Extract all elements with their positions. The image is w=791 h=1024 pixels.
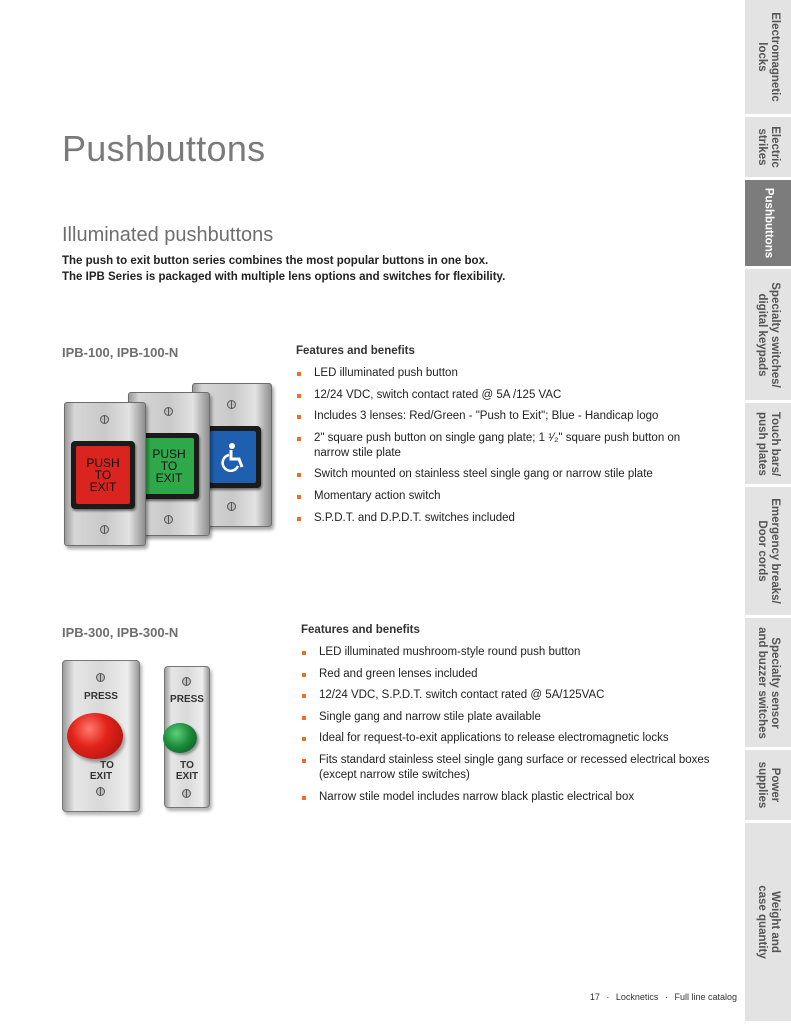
lens-green [144, 438, 194, 494]
plate-red [64, 402, 146, 546]
page-number: 17 [589, 992, 600, 1002]
feature-item: LED illuminated push button [296, 366, 716, 381]
screw-icon [96, 673, 105, 682]
intro-line: The IPB Series is packaged with multiple lens options and switches for flexibility. [62, 271, 506, 283]
screw-icon [100, 525, 109, 534]
footer [588, 992, 739, 1002]
handicap-icon [219, 442, 247, 472]
plate-single-gang [62, 660, 140, 812]
lens-red [76, 446, 130, 504]
features-heading: Features and benefits [301, 624, 420, 636]
button-blue [205, 426, 261, 488]
feature-item: Narrow stile model includes narrow black plastic electrical box [301, 790, 731, 805]
footer-catalog: Full line catalog [674, 992, 737, 1002]
feature-item: Includes 3 lenses: Red/Green - "Push to Exit"; Blue - Handicap logo [296, 409, 716, 424]
section-title: Illuminated pushbuttons [62, 224, 274, 246]
lens-text: EXIT [155, 471, 183, 485]
feature-item: Switch mounted on stainless steel single gang or narrow stile plate [296, 467, 716, 482]
section-tabs [745, 0, 791, 1024]
features-list [296, 366, 716, 532]
feature-item: 12/24 VDC, switch contact rated @ 5A /125 VAC [296, 388, 716, 403]
tab-specialty-sensor[interactable] [745, 618, 791, 750]
tab-label: Emergency breaks/ Door cords [756, 498, 781, 604]
plate-text: EXIT [89, 771, 113, 782]
footer-separator: · [664, 992, 668, 1002]
plate-text: TO [100, 760, 114, 771]
plate-text: PRESS [170, 694, 204, 705]
page-title: Pushbuttons [62, 128, 266, 169]
tab-electric-strikes[interactable] [745, 117, 791, 180]
mushroom-button-green [163, 723, 197, 753]
tab-pushbuttons[interactable] [745, 180, 791, 269]
lens-blue [210, 431, 256, 483]
lens-text: TO [94, 468, 112, 482]
screw-icon [182, 789, 191, 798]
tab-touch-bars[interactable] [745, 403, 791, 487]
intro-text [62, 253, 702, 285]
tab-label: Electric strikes [756, 126, 781, 168]
tab-label: Specialty sensor and buzzer switches [756, 626, 781, 739]
mushroom-button-red [67, 713, 123, 759]
tab-label: Weight and case quantity [756, 885, 781, 959]
product-image-ipb-300 [60, 658, 220, 818]
tab-emergency-breaks[interactable] [745, 487, 791, 618]
screw-icon [96, 787, 105, 796]
footer-separator: · [606, 992, 610, 1002]
plate-narrow-stile [164, 666, 210, 808]
lens-text: PUSH [86, 456, 120, 470]
feature-item: Fits standard stainless steel single gang surface or recessed electrical boxes (except narrow stile switches) [301, 753, 731, 783]
feature-item: Ideal for request-to-exit applications to release electromagnetic locks [301, 731, 731, 746]
feature-item: 2" square push button on single gang plate; 1 ¹⁄₂" square push button on narrow stile plate [296, 431, 716, 461]
lens-text: PUSH [152, 447, 186, 461]
features-list [301, 645, 731, 811]
feature-item: Single gang and narrow stile plate available [301, 710, 731, 725]
plate-text: PRESS [84, 691, 118, 702]
lens-text: TO [160, 459, 178, 473]
intro-line: The push to exit button series combines the most popular buttons in one box. [62, 255, 489, 267]
tab-label: Specialty switches/ digital keypads [756, 281, 781, 388]
button-red [71, 441, 135, 509]
screw-icon [164, 515, 173, 524]
footer-brand: Locknetics [615, 992, 659, 1002]
product-model-ipb-100: IPB-100, IPB-100-N [62, 345, 179, 360]
screw-icon [100, 415, 109, 424]
tab-specialty-switches[interactable] [745, 269, 791, 403]
screw-icon [227, 502, 236, 511]
button-green [139, 433, 199, 499]
tab-label: Pushbuttons [762, 187, 775, 259]
tab-label: Power supplies [756, 761, 781, 809]
feature-item: Momentary action switch [296, 489, 716, 504]
screw-icon [227, 400, 236, 409]
plate-text: EXIT [175, 771, 199, 782]
tab-label: Touch bars/ push plates [756, 411, 781, 476]
features-heading: Features and benefits [296, 345, 415, 357]
screw-icon [164, 407, 173, 416]
feature-item: Red and green lenses included [301, 667, 731, 682]
screw-icon [182, 677, 191, 686]
tab-electromagnetic-locks[interactable] [745, 0, 791, 117]
feature-item: S.P.D.T. and D.P.D.T. switches included [296, 511, 716, 526]
feature-item: LED illuminated mushroom-style round push button [301, 645, 731, 660]
feature-item: 12/24 VDC, S.P.D.T. switch contact rated @ 5A/125VAC [301, 688, 731, 703]
tab-label: Electromagnetic locks [756, 12, 781, 102]
product-model-ipb-300: IPB-300, IPB-300-N [62, 625, 179, 640]
product-image-ipb-100 [60, 380, 280, 550]
lens-text: EXIT [89, 480, 117, 494]
plate-text: TO [180, 760, 194, 771]
tab-power-supplies[interactable] [745, 750, 791, 823]
tab-weight-case-quantity[interactable] [745, 823, 791, 1024]
